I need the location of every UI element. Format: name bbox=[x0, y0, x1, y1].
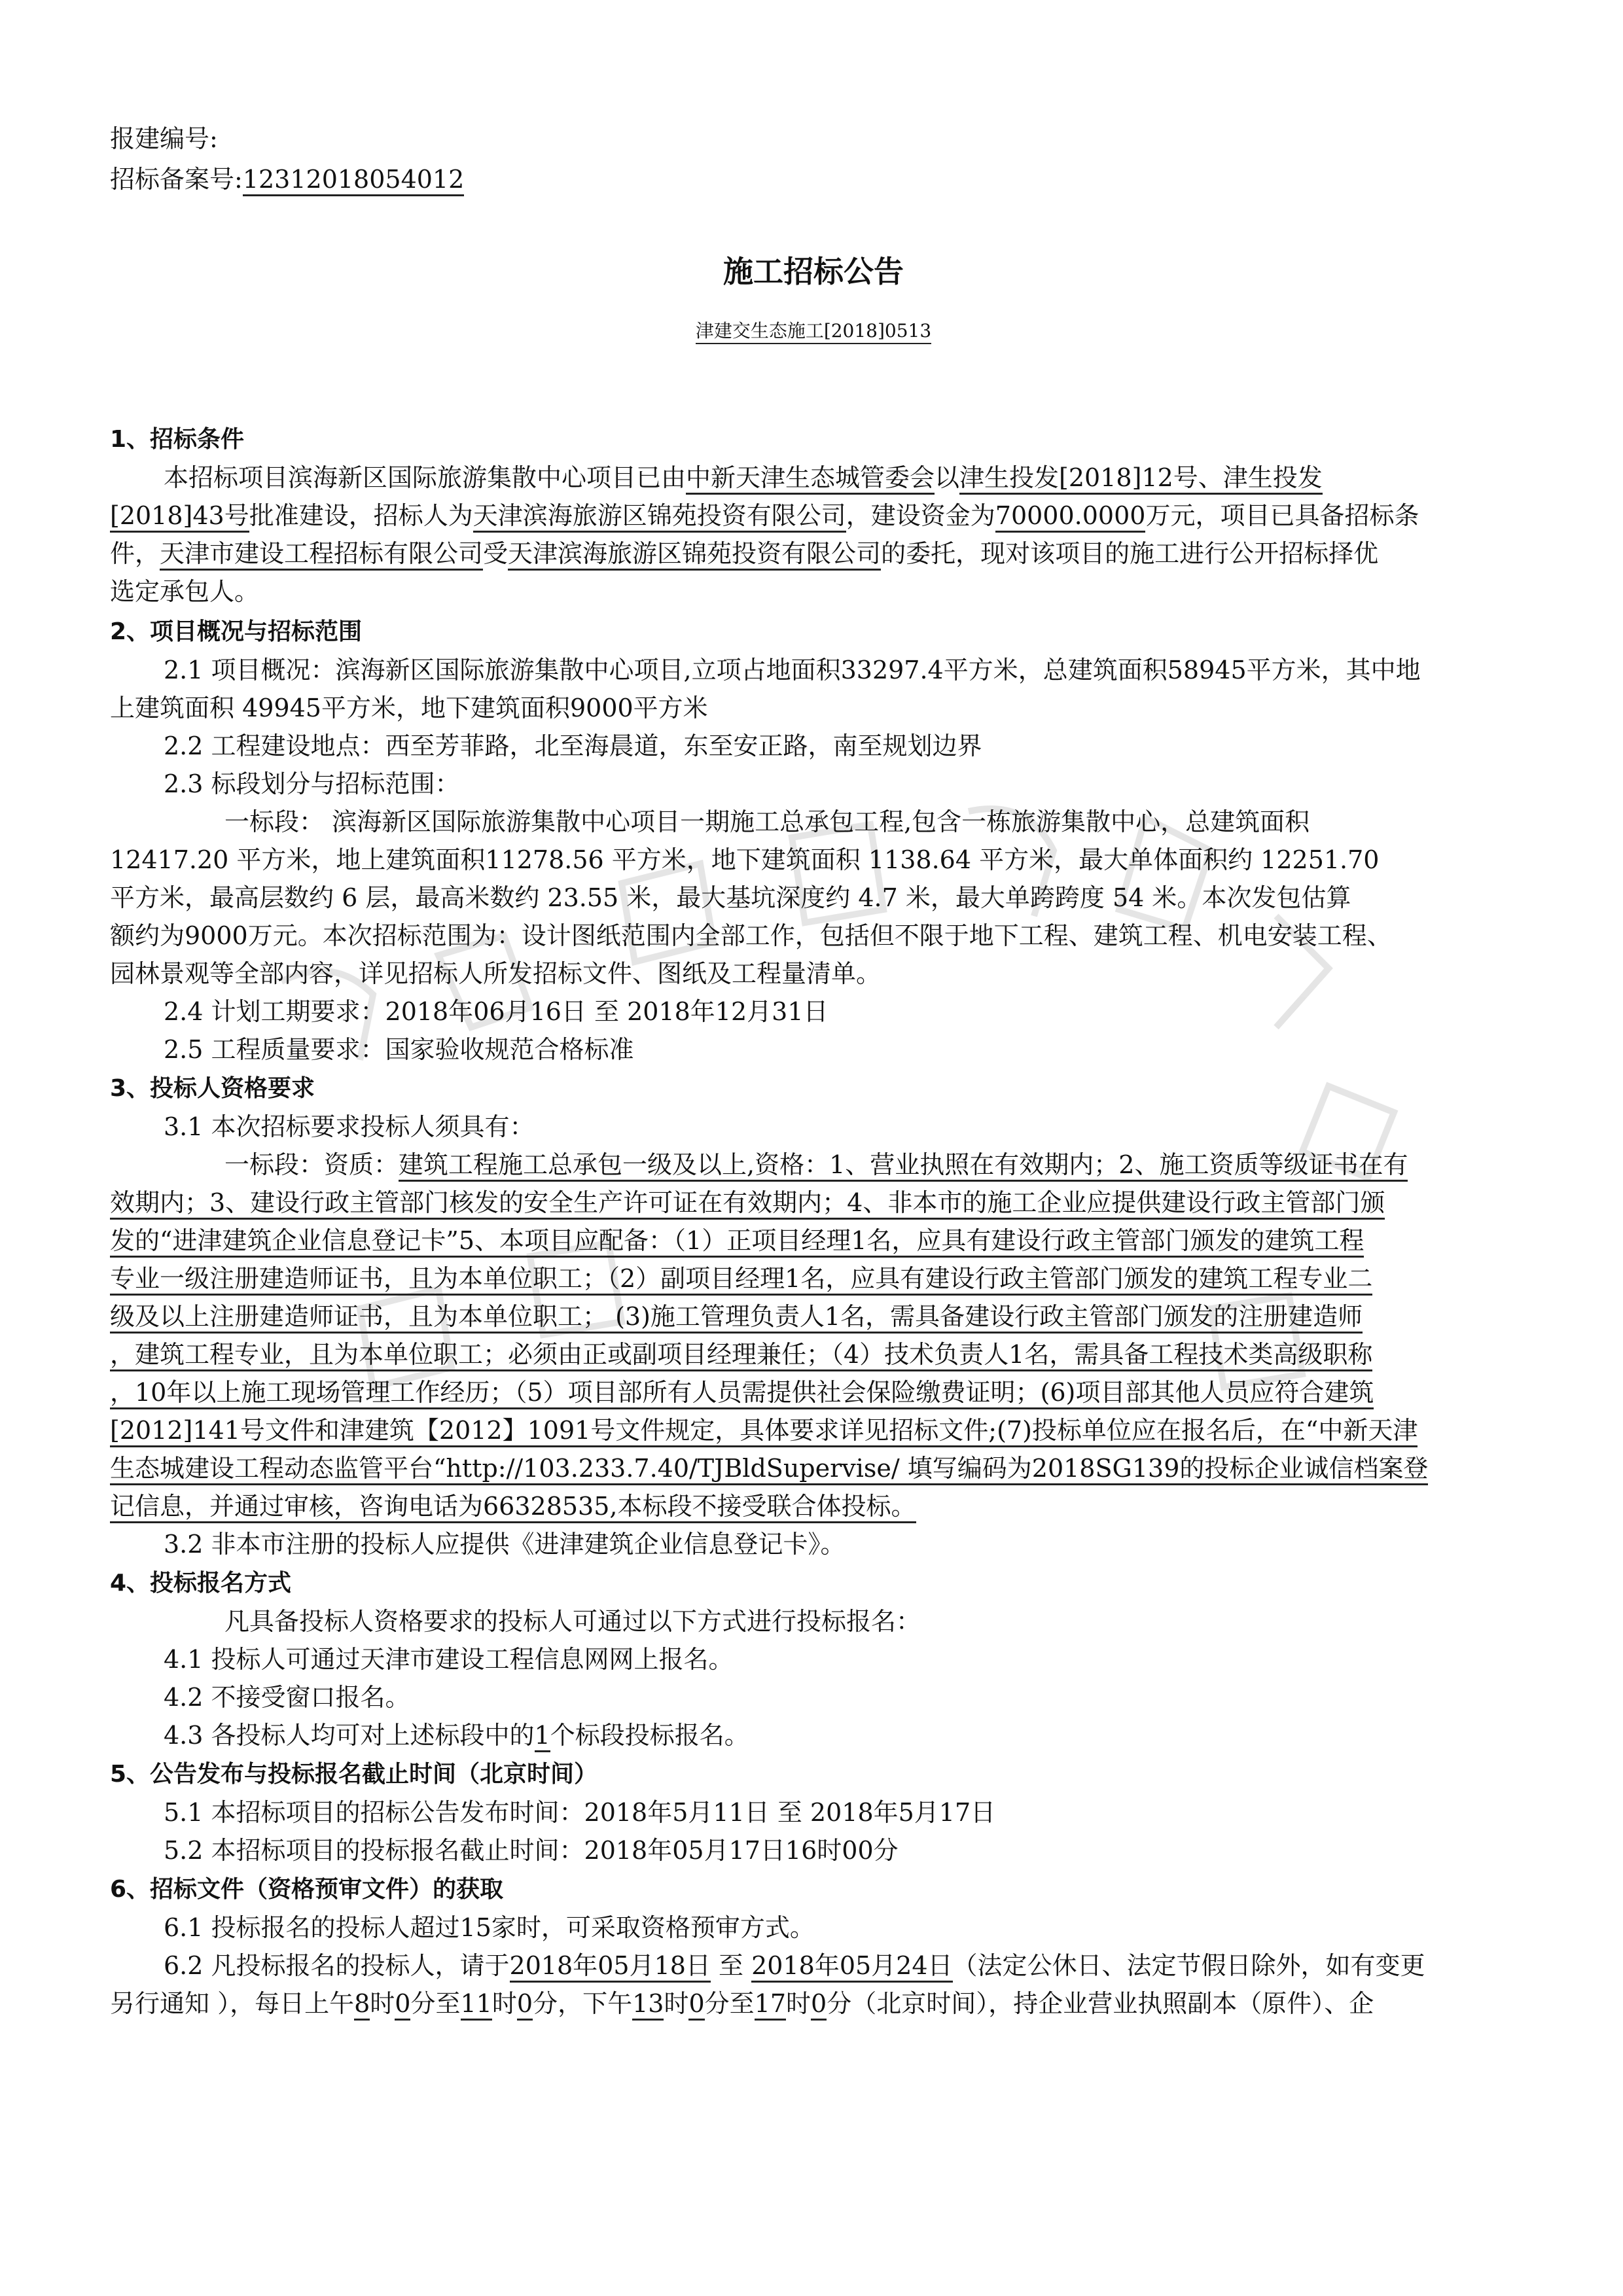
s1-line-4: 选定承包人。 bbox=[110, 577, 260, 606]
s2-line-1: 2.1 项目概况：滨海新区国际旅游集散中心项目,立项占地面积33297.4平方米，总建筑面积58945平方米，其中地 bbox=[164, 656, 1421, 684]
s3-qualification: 发的“进津建筑企业信息登记卡”5、本项目应配备：（1）正项目经理1名，应具有建设行政主管部门颁发的建筑工程 bbox=[110, 1226, 1364, 1258]
s6-start-date: 2018年05月18日 bbox=[510, 1951, 711, 1983]
s1-tenderer: 天津滨海旅游区锦苑投资有限公司 bbox=[473, 501, 846, 533]
s3-line-10 bbox=[110, 1450, 1517, 1487]
build-no-label: 报建编号: bbox=[110, 124, 218, 153]
s3-line-2 bbox=[224, 1146, 1623, 1183]
s6-time: 0 bbox=[688, 1989, 704, 2021]
s6-text: 另行通知 ），每日上午 bbox=[110, 1989, 355, 2018]
s3-qualification: 级及以上注册建造师证书，且为本单位职工； (3)施工管理负责人1名，需具备建设行政主管部门颁发的注册建造师 bbox=[110, 1302, 1363, 1333]
page-title: 施工招标公告 bbox=[723, 254, 904, 289]
s3-line-5 bbox=[110, 1260, 1517, 1297]
section-4-heading: 4、投标报名方式 bbox=[110, 1570, 292, 1597]
s6-text: （法定公休日、法定节假日除外，如有变更 bbox=[952, 1951, 1425, 1980]
s2-line-9: 园林景观等全部内容，详见招标人所发招标文件、图纸及工程量清单。 bbox=[110, 959, 882, 988]
doc-code-text: 津建交生态施工[2018]0513 bbox=[696, 320, 931, 344]
s1-text: 本招标项目滨海新区国际旅游集散中心项目已由 bbox=[164, 463, 687, 492]
s3-line-7 bbox=[110, 1336, 1517, 1373]
s1-funds: 70000.0000 bbox=[995, 501, 1146, 533]
s2-line-5: 一标段： 滨海新区国际旅游集散中心项目一期施工总承包工程,包含一栋旅游集散中心，总建筑面积 bbox=[224, 807, 1310, 836]
s6-time: 0 bbox=[811, 1989, 827, 2021]
s6-time: 8 bbox=[354, 1989, 370, 2021]
doc-code bbox=[110, 317, 1517, 343]
tender-record-label: 招标备案号: bbox=[110, 165, 243, 194]
s3-line-4 bbox=[110, 1222, 1517, 1259]
s4-line-1: 凡具备投标人资格要求的投标人可通过以下方式进行投标报名： bbox=[224, 1607, 921, 1636]
s3-line-1: 3.1 本次招标要求投标人须具有： bbox=[164, 1112, 535, 1141]
s3-qualification: 生态城建设工程动态监管平台“http://103.233.7.40/TJBldSupervise/ 填写编码为2018SG139的投标企业诚信档案登 bbox=[110, 1454, 1428, 1485]
s6-text: 分至 bbox=[410, 1989, 461, 2018]
s5-line-1: 5.1 本招标项目的招标公告发布时间：2018年5月11日 至 2018年5月17日 bbox=[164, 1798, 996, 1827]
build-no-line bbox=[110, 120, 1517, 157]
s6-text: 时 bbox=[491, 1989, 517, 2018]
section-2-heading: 2、项目概况与招标范围 bbox=[110, 618, 363, 645]
s3-qualification: ，建筑工程专业，且为本单位职工；必须由正或副项目经理兼任；（4）技术负责人1名，需具备工程技术类高级职称 bbox=[110, 1340, 1372, 1371]
s3-qualification: ，10年以上施工现场管理工作经历；（5）项目部所有人员需提供社会保险缴费证明；(6)项目部其他人员应符合建筑 bbox=[110, 1378, 1374, 1409]
s6-text: 分，下午 bbox=[533, 1989, 633, 2018]
tender-record-line bbox=[110, 161, 1517, 198]
s3-line-9 bbox=[110, 1412, 1517, 1449]
s1-text: 件， bbox=[110, 539, 160, 568]
s2-line-2: 上建筑面积 49945平方米，地下建筑面积9000平方米 bbox=[110, 694, 708, 722]
s4-line-2: 4.1 投标人可通过天津市建设工程信息网网上报名。 bbox=[164, 1645, 734, 1674]
s6-text: 至 bbox=[710, 1951, 752, 1980]
s1-line-3 bbox=[110, 535, 1517, 572]
section-1-heading: 1、招标条件 bbox=[110, 426, 245, 453]
s3-qualification: 记信息，并通过审核，咨询电话为66328535,本标段不接受联合体投标。 bbox=[110, 1492, 916, 1523]
s6-time: 0 bbox=[395, 1989, 410, 2021]
s6-line-3 bbox=[110, 1985, 1517, 2022]
s3-line-11 bbox=[110, 1488, 1517, 1525]
s2-line-3: 2.2 工程建设地点：西至芳菲路，北至海晨道，东至安正路，南至规划边界 bbox=[164, 732, 982, 760]
s1-text: 万元，项目已具备招标条 bbox=[1145, 501, 1419, 530]
s1-text: 以 bbox=[935, 463, 960, 492]
s1-tenderer-2: 天津滨海旅游区锦苑投资有限公司 bbox=[508, 539, 881, 571]
s2-line-10: 2.4 计划工期要求：2018年06月16日 至 2018年12月31日 bbox=[164, 997, 829, 1026]
section-6-heading: 6、招标文件（资格预审文件）的获取 bbox=[110, 1876, 504, 1903]
s1-text: 的委托，现对该项目的施工进行公开招标择优 bbox=[881, 539, 1379, 568]
s6-text: 分（北京时间），持企业营业执照副本（原件）、企 bbox=[827, 1989, 1374, 2018]
s1-approval-doc-2: [2018]43号 bbox=[110, 501, 249, 533]
s6-text: 时 bbox=[370, 1989, 395, 2018]
s6-text: 时 bbox=[786, 1989, 812, 2018]
s2-line-11: 2.5 工程质量要求：国家验收规范合格标准 bbox=[164, 1035, 634, 1064]
s6-text: 6.2 凡投标报名的投标人，请于 bbox=[164, 1951, 510, 1980]
s3-line-3 bbox=[110, 1184, 1517, 1221]
s1-text: ，建设资金为 bbox=[846, 501, 995, 530]
s1-approval-doc: 津生投发[2018]12号、津生投发 bbox=[959, 463, 1323, 495]
s6-line-2 bbox=[164, 1947, 1571, 1984]
s4-text: 个标段投标报名。 bbox=[550, 1721, 749, 1750]
s5-line-2: 5.2 本招标项目的投标报名截止时间：2018年05月17日16时00分 bbox=[164, 1836, 899, 1865]
s3-line-6 bbox=[110, 1298, 1517, 1335]
section-3-heading: 3、投标人资格要求 bbox=[110, 1075, 315, 1102]
s6-text: 时 bbox=[664, 1989, 689, 2018]
s6-time: 13 bbox=[632, 1989, 664, 2021]
s1-text: 受 bbox=[483, 539, 508, 568]
s3-qualification: 建筑工程施工总承包一级及以上,资格：1、营业执照在有效期内；2、施工资质等级证书在有 bbox=[399, 1150, 1408, 1182]
s6-time: 17 bbox=[755, 1989, 786, 2021]
s4-line-4 bbox=[164, 1717, 1571, 1754]
s1-agency: 天津市建设工程招标有限公司 bbox=[160, 539, 483, 571]
s6-line-1: 6.1 投标报名的投标人超过15家时，可采取资格预审方式。 bbox=[164, 1913, 815, 1942]
s4-lot-count: 1 bbox=[535, 1721, 550, 1752]
s6-text: 分至 bbox=[704, 1989, 755, 2018]
s4-text: 4.3 各投标人均可对上述标段中的 bbox=[164, 1721, 535, 1750]
s4-line-3: 4.2 不接受窗口报名。 bbox=[164, 1683, 410, 1712]
s2-line-4: 2.3 标段划分与招标范围： bbox=[164, 769, 460, 798]
s3-text: 一标段：资质： bbox=[224, 1150, 399, 1179]
s6-time: 11 bbox=[461, 1989, 492, 2021]
s1-line-2 bbox=[110, 497, 1517, 534]
tender-record-value: 12312018054012 bbox=[243, 165, 464, 196]
s3-qualification: 效期内；3、建设行政主管部门核发的安全生产许可证在有效期内；4、非本市的施工企业应提供建设行政主管部门颁 bbox=[110, 1188, 1385, 1220]
s1-approver: 中新天津生态城管委会 bbox=[686, 463, 935, 495]
s3-line-12: 3.2 非本市注册的投标人应提供《进津建筑企业信息登记卡》。 bbox=[164, 1530, 846, 1559]
s2-line-7: 平方米，最高层数约 6 层，最高米数约 23.55 米，最大基坑深度约 4.7 米，最大单跨跨度 54 米。本次发包估算 bbox=[110, 883, 1351, 912]
s1-text: 批准建设，招标人为 bbox=[249, 501, 473, 530]
s3-line-8 bbox=[110, 1374, 1517, 1411]
s3-qualification: [2012]141号文件和津建筑【2012】1091号文件规定，具体要求详见招标文件;(7)投标单位应在报名后，在“中新天津 bbox=[110, 1416, 1418, 1447]
section-5-heading: 5、公告发布与投标报名截止时间（北京时间） bbox=[110, 1761, 598, 1788]
s2-line-8: 额约为9000万元。本次招标范围为：设计图纸范围内全部工作，包括但不限于地下工程、建筑工程、机电安装工程、 bbox=[110, 921, 1392, 950]
s2-line-6: 12417.20 平方米，地上建筑面积11278.56 平方米，地下建筑面积 1138.64 平方米，最大单体面积约 12251.70 bbox=[110, 845, 1380, 874]
s6-end-date: 2018年05月24日 bbox=[751, 1951, 952, 1983]
s6-time: 0 bbox=[517, 1989, 533, 2021]
s3-qualification: 专业一级注册建造师证书，且为本单位职工；（2）副项目经理1名，应具有建设行政主管部门颁发的建筑工程专业二 bbox=[110, 1264, 1372, 1296]
s1-line-1 bbox=[164, 459, 1571, 496]
